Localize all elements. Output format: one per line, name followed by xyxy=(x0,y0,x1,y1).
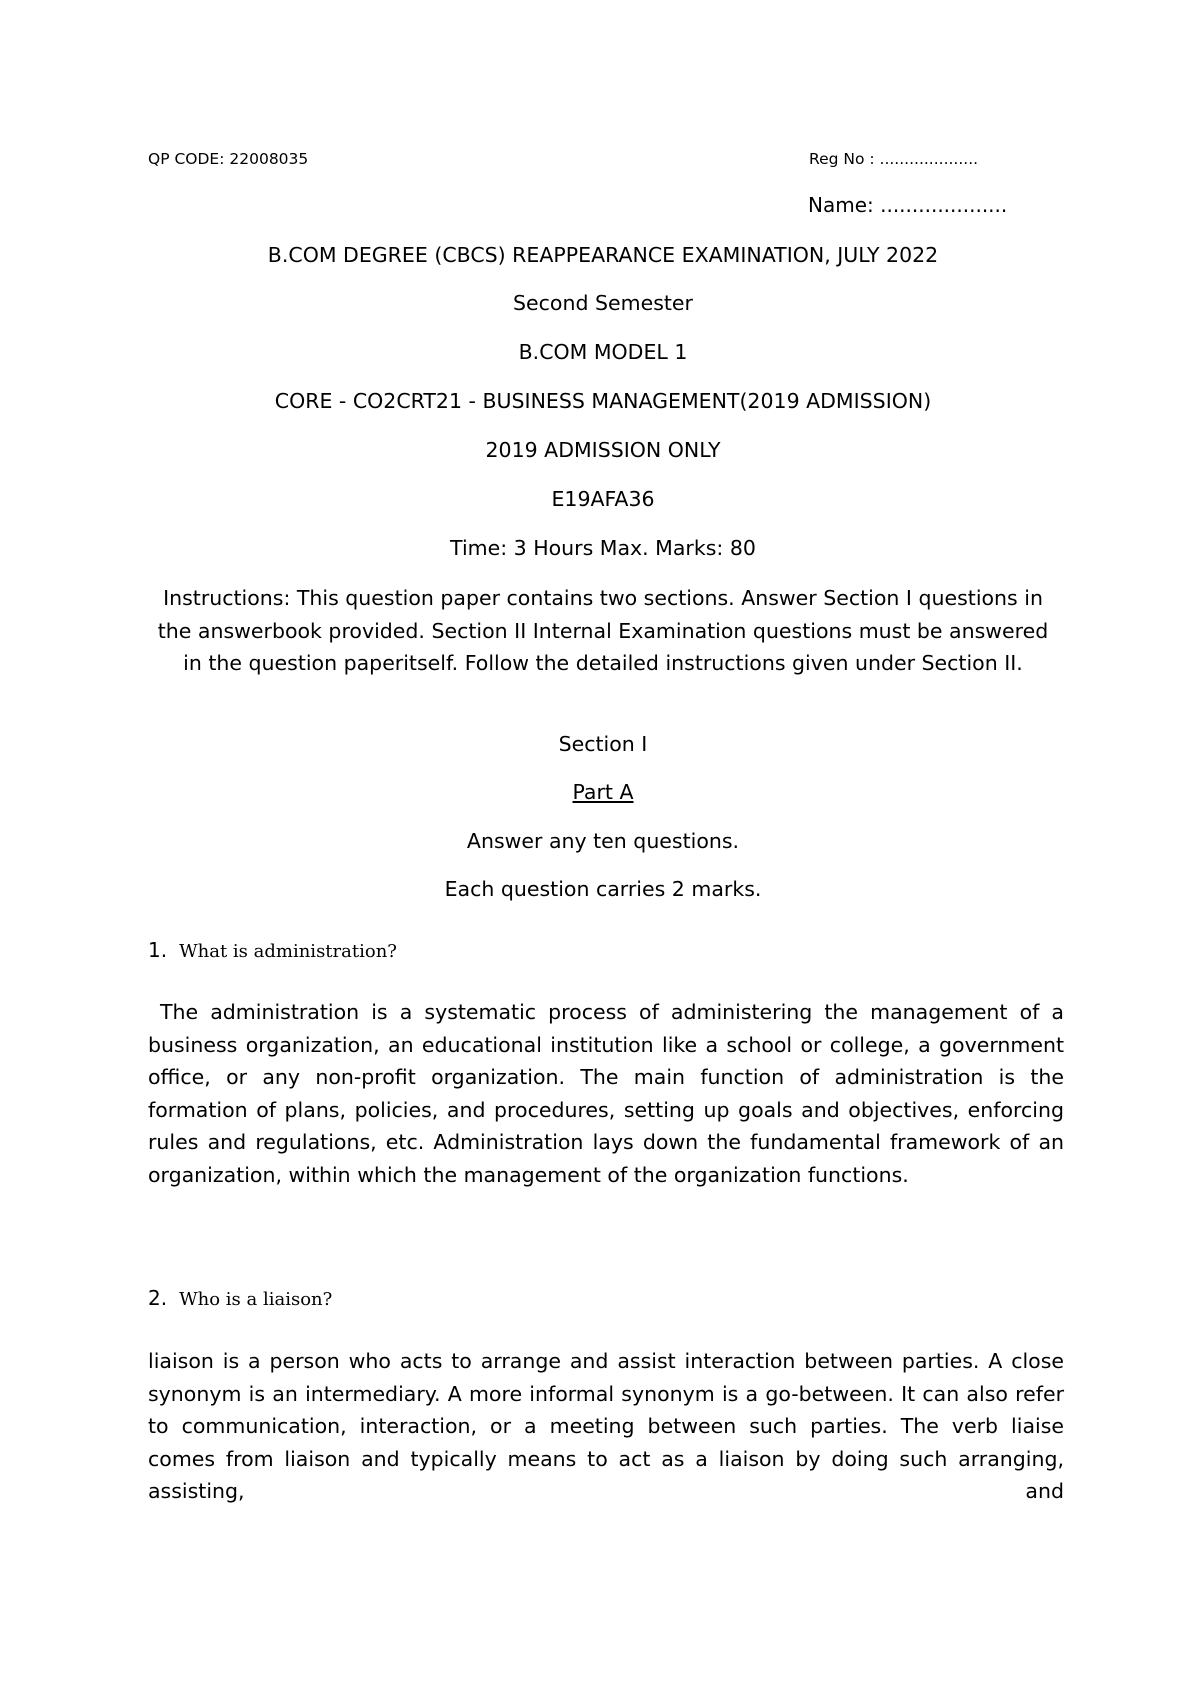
question-number: 2. xyxy=(148,1286,168,1310)
time-marks: Time: 3 Hours Max. Marks: 80 xyxy=(450,536,756,560)
instructions: Instructions: This question paper contains two sections. Answer Section I questions in the answerbook provided. Section II Internal Examination questions must be answered in the question paperitself. Follow the detailed instructions given under Section II. xyxy=(157,586,1049,675)
answer-2: liaison is a person who acts to arrange and assist interaction between parties. A close synonym is an intermediary. A more informal synonym is a go-between. It can also refer to communication, interaction, or a meeting between such parties. The verb liaise comes from liaison and typically means to act as a liaison by doing such arranging, assisting, and xyxy=(148,1349,1064,1503)
question-1 xyxy=(148,938,397,962)
part-title-text: Part A xyxy=(572,780,634,804)
question-text: Who is a liaison? xyxy=(179,1289,333,1310)
name-line: Name: .................... xyxy=(808,193,1008,217)
question-2 xyxy=(148,1286,332,1310)
paper-code: E19AFA36 xyxy=(551,487,655,511)
question-text: What is administration? xyxy=(179,941,397,962)
course-title: CORE - CO2CRT21 - BUSINESS MANAGEMENT(2019 ADMISSION) xyxy=(274,389,932,413)
header-row xyxy=(148,150,1068,174)
reg-no: Reg No : .................... xyxy=(809,150,979,168)
qp-code: QP CODE: 22008035 xyxy=(148,150,309,168)
section-directive: Answer any ten questions. xyxy=(466,829,740,853)
part-title xyxy=(148,776,1058,808)
admission-note: 2019 ADMISSION ONLY xyxy=(485,438,721,462)
question-number: 1. xyxy=(148,938,168,962)
exam-title: B.COM DEGREE (CBCS) REAPPEARANCE EXAMINATION, JULY 2022 xyxy=(267,243,939,267)
section-title: Section I xyxy=(558,732,648,756)
answer-1: The administration is a systematic process of administering the management of a business organization, an educational institution like a school or college, a government office, or any non-profit organization. The main function of administration is the formation of plans, policies, and procedures, setting up goals and objectives, enforcing rules and regulations, etc. Administration lays down the fundamental framework of an organization, within which the management of the organization functions. xyxy=(148,1000,1064,1187)
marks-note: Each question carries 2 marks. xyxy=(444,877,762,901)
course-model: B.COM MODEL 1 xyxy=(518,340,688,364)
semester: Second Semester xyxy=(513,291,693,315)
